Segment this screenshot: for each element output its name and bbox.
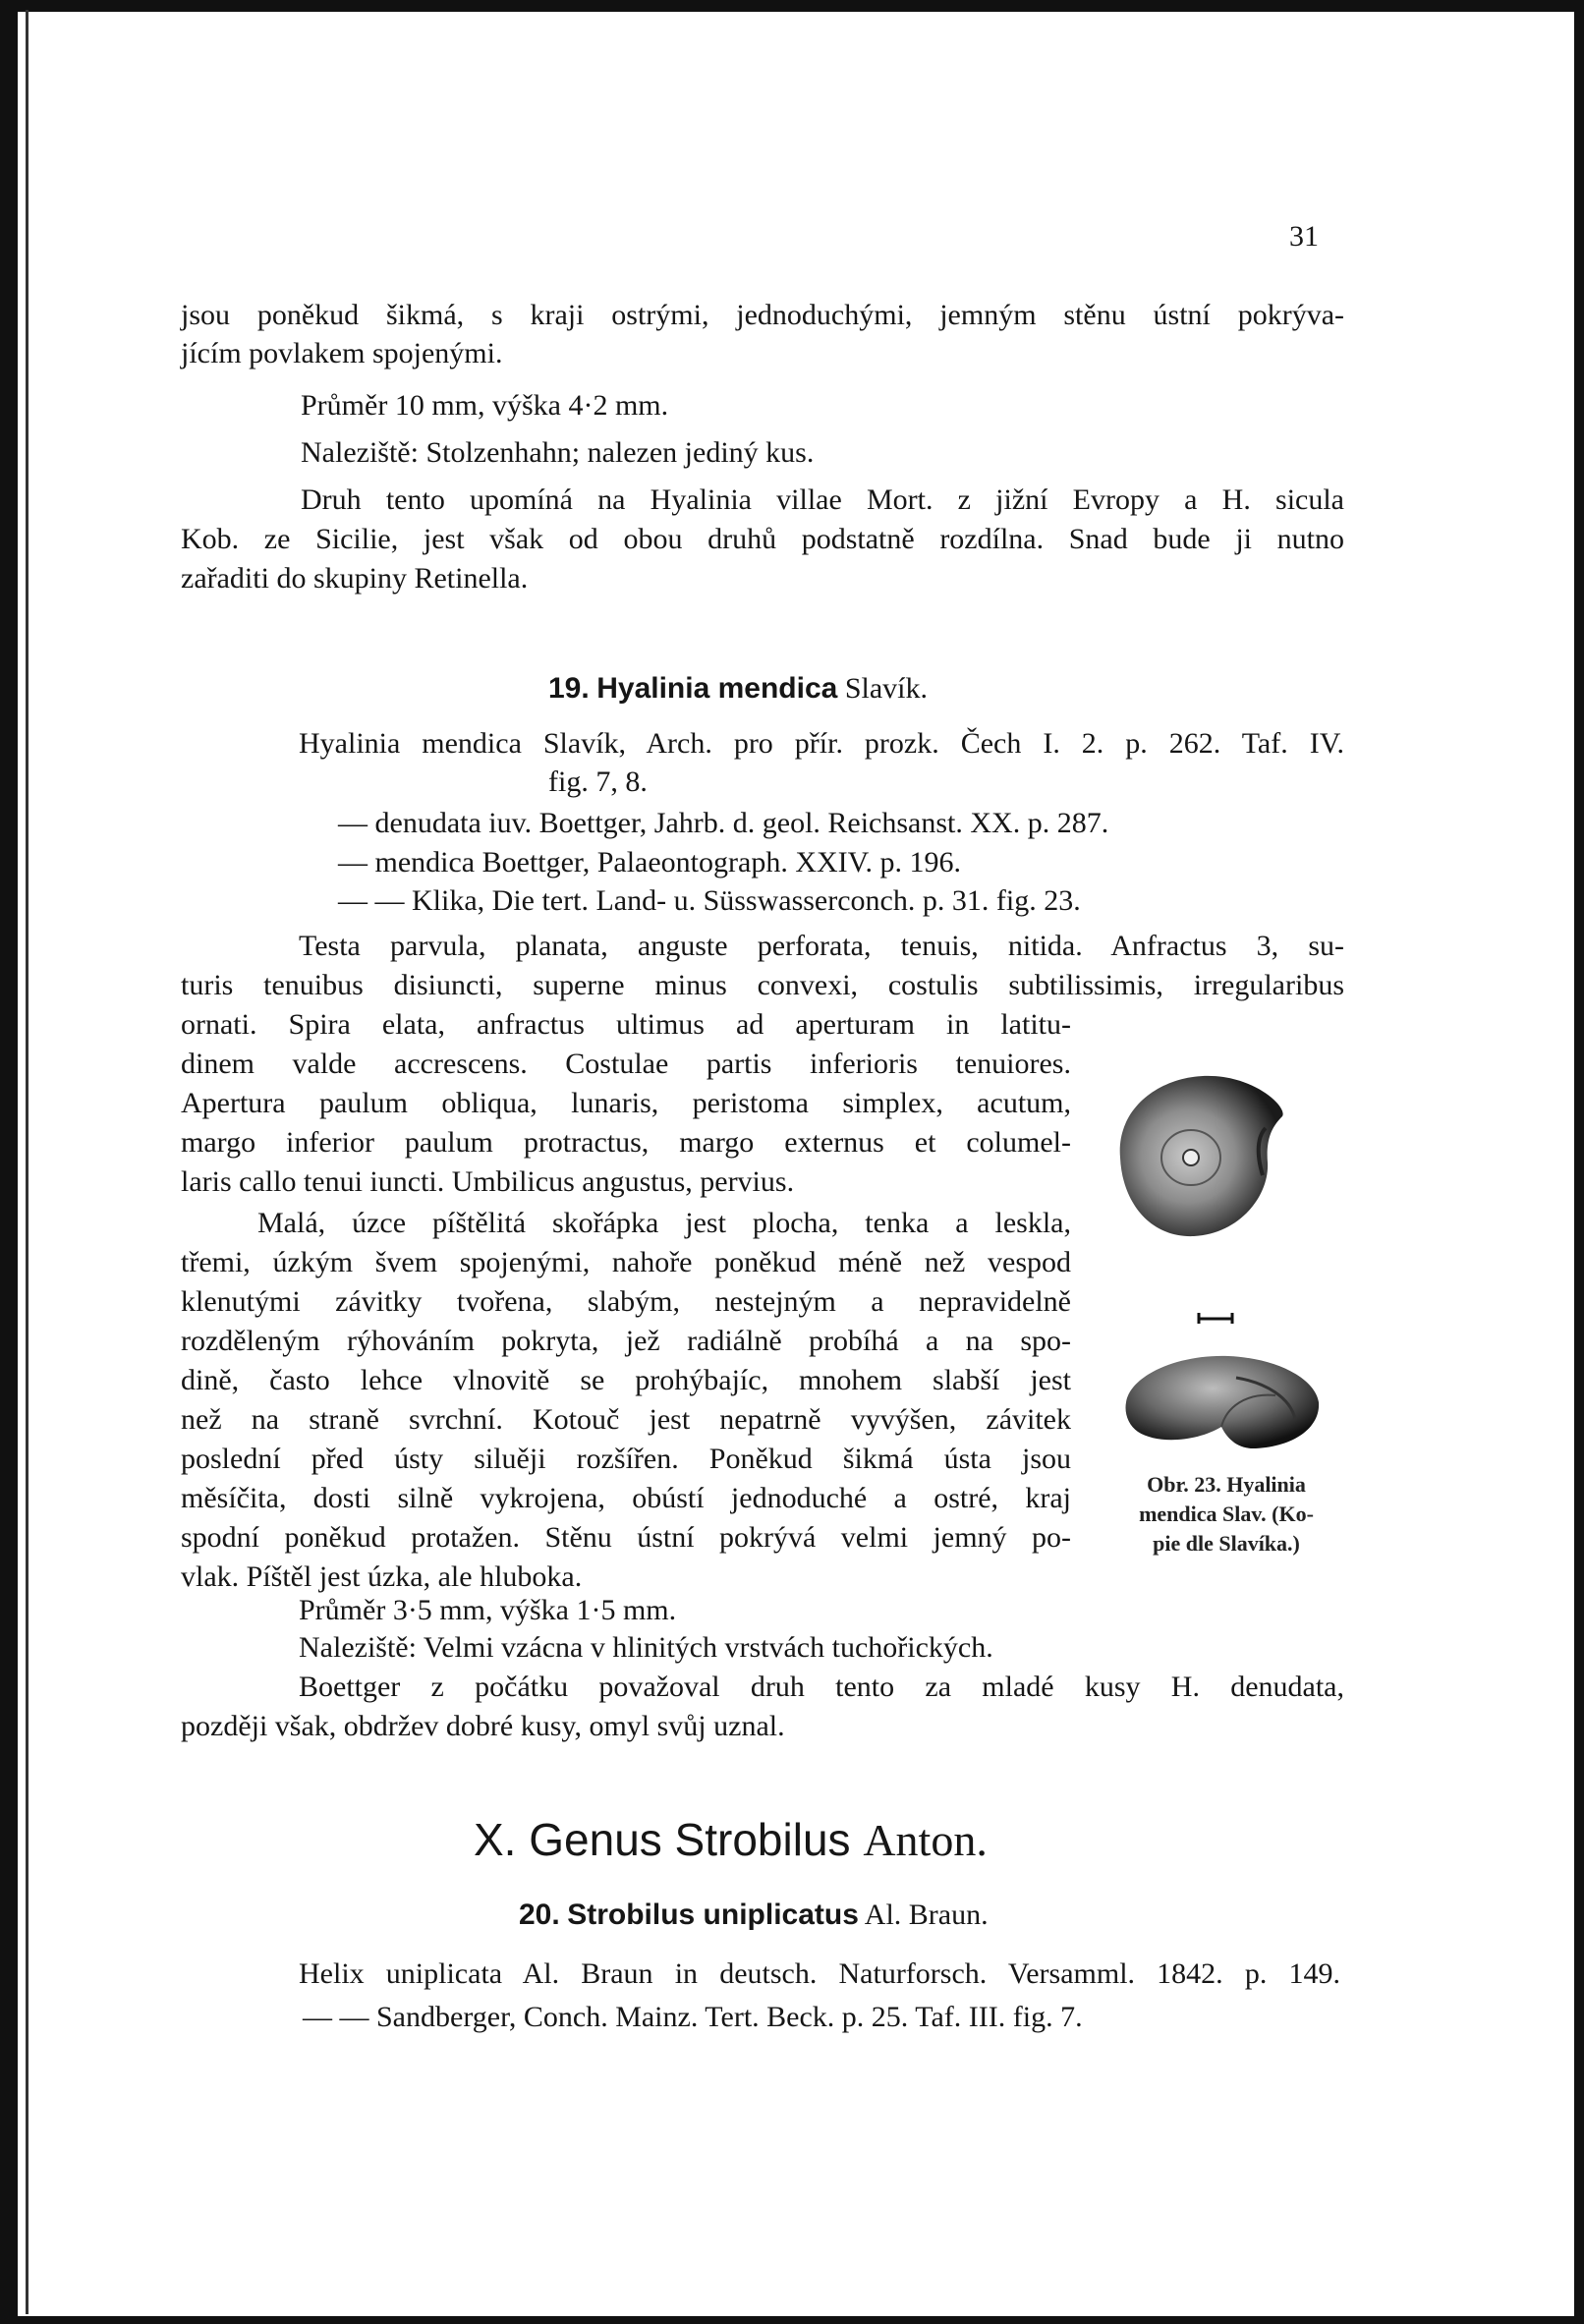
text-line: zařaditi do skupiny Retinella. [181, 562, 529, 595]
synonym-line: — denudata iuv. Boettger, Jahrb. d. geol. Reichsanst. XX. p. 287. [338, 807, 1109, 839]
shell-top-view-illustration [1101, 1059, 1297, 1246]
scan-border-top [0, 0, 1584, 12]
text-line: Naleziště: Stolzenhahn; nalezen jediný kus. [301, 436, 815, 469]
scale-bar-icon [1197, 1311, 1236, 1325]
section-20-author: Al. Braun. [864, 1899, 989, 1931]
latin-line: dinem valde accrescens. Costulae partis inferioris tenuiores. [181, 1048, 1071, 1080]
czech-line: dině, často lehce vlnovitě se prohýbajíc, mnohem slabší jest [181, 1364, 1071, 1396]
genus-heading [474, 1812, 988, 1868]
genus-title: X. Genus Strobilus [474, 1814, 851, 1865]
scan-border-bottom [0, 2316, 1584, 2324]
genus-author: Anton. [863, 1815, 988, 1865]
figure-caption-line: pie dle Slavíka.) [1153, 1531, 1300, 1556]
czech-line: klenutými závitky tvořena, slabým, nestejným a nepravidelně [181, 1285, 1071, 1318]
section-20-heading [519, 1897, 989, 1934]
locality-line: Naleziště: Velmi vzácna v hlinitých vrstvách tuchořických. [299, 1631, 993, 1664]
section-19-heading [548, 670, 928, 708]
czech-line: poslední před ústy siluěji rozšířen. Poněkud šikmá ústa jsou [181, 1443, 1071, 1475]
czech-line: Malá, úzce píštělitá skořápka jest plocha, tenka a leskla, [257, 1207, 1071, 1239]
figure-caption-line: Obr. 23. Hyalinia [1147, 1472, 1306, 1497]
latin-line: ornati. Spira elata, anfractus ultimus ad aperturam in latitu- [181, 1008, 1071, 1041]
measurement-line: Průměr 3·5 mm, výška 1·5 mm. [299, 1594, 677, 1626]
boettger-line: později však, obdržev dobré kusy, omyl svůj uznal. [181, 1710, 785, 1742]
page-number: 31 [1289, 220, 1319, 253]
synonym-line: — — Klika, Die tert. Land- u. Süsswasserconch. p. 31. fig. 23. [338, 884, 1081, 917]
section-19-title: Hyalinia mendica [596, 672, 838, 705]
figure-caption [1099, 1470, 1354, 1559]
text-line: Průměr 10 mm, výška 4·2 mm. [301, 389, 669, 422]
text-line: Kob. ze Sicilie, jest však od obou druhů podstatně rozdílna. Snad bude ji nutno [181, 523, 1344, 555]
scan-border-right [1574, 0, 1584, 2324]
czech-line: měsíčita, dosti silně vykrojena, obústí jednoduché a ostré, kraj [181, 1482, 1071, 1514]
boettger-line: Boettger z počátku považoval druh tento za mladé kusy H. denudata, [299, 1671, 1344, 1703]
text-line: Druh tento upomíná na Hyalinia villae Mort. z jižní Evropy a H. sicula [301, 483, 1344, 516]
section-19-number: 19. [548, 672, 590, 705]
synonym-line: Hyalinia mendica Slavík, Arch. pro přír. prozk. Čech I. 2. p. 262. Taf. IV. [299, 727, 1344, 760]
section-19-author: Slavík. [844, 672, 928, 705]
czech-line: než na straně svrchní. Kotouč jest nepatrně vyvýšen, závitek [181, 1403, 1071, 1436]
synonym-line: Helix uniplicata Al. Braun in deutsch. Naturforsch. Versamml. 1842. p. 149. [299, 1957, 1340, 1990]
czech-line: rozděleným rýhováním pokryta, jež radiálně probíhá a na spo- [181, 1325, 1071, 1357]
synonym-line: — — Sandberger, Conch. Mainz. Tert. Beck. p. 25. Taf. III. fig. 7. [303, 2001, 1083, 2033]
latin-line: Apertura paulum obliqua, lunaris, peristoma simplex, acutum, [181, 1087, 1071, 1119]
synonym-line: fig. 7, 8. [548, 765, 648, 798]
czech-line: třemi, úzkým švem spojenými, nahoře poněkud méně než vespod [181, 1246, 1071, 1278]
shell-side-view-illustration [1118, 1348, 1325, 1456]
czech-line: vlak. Píštěl jest úzka, ale hluboka. [181, 1560, 583, 1593]
latin-line: turis tenuibus disiuncti, superne minus convexi, costulis subtilissimis, irregularibus [181, 969, 1344, 1001]
czech-line: spodní poněkud protažen. Stěnu ústní pokrývá velmi jemný po- [181, 1521, 1071, 1554]
synonym-line: — mendica Boettger, Palaeontograph. XXIV. p. 196. [338, 846, 961, 879]
latin-line: margo inferior paulum protractus, margo externus et columel- [181, 1126, 1071, 1159]
section-20-number: 20. [519, 1899, 560, 1931]
text-line: jsou poněkud šikmá, s kraji ostrými, jednoduchými, jemným stěnu ústní pokrýva- [181, 299, 1344, 331]
section-20-title: Strobilus uniplicatus [567, 1899, 859, 1931]
latin-line: Testa parvula, planata, anguste perforata, tenuis, nitida. Anfractus 3, su- [299, 930, 1344, 962]
scan-border-left [0, 0, 18, 2324]
latin-line: laris callo tenui iuncti. Umbilicus angustus, pervius. [181, 1165, 795, 1198]
scan-border-left-inner [26, 10, 28, 2314]
figure-caption-line: mendica Slav. (Ko- [1139, 1502, 1314, 1526]
text-line: jícím povlakem spojenými. [181, 337, 503, 369]
